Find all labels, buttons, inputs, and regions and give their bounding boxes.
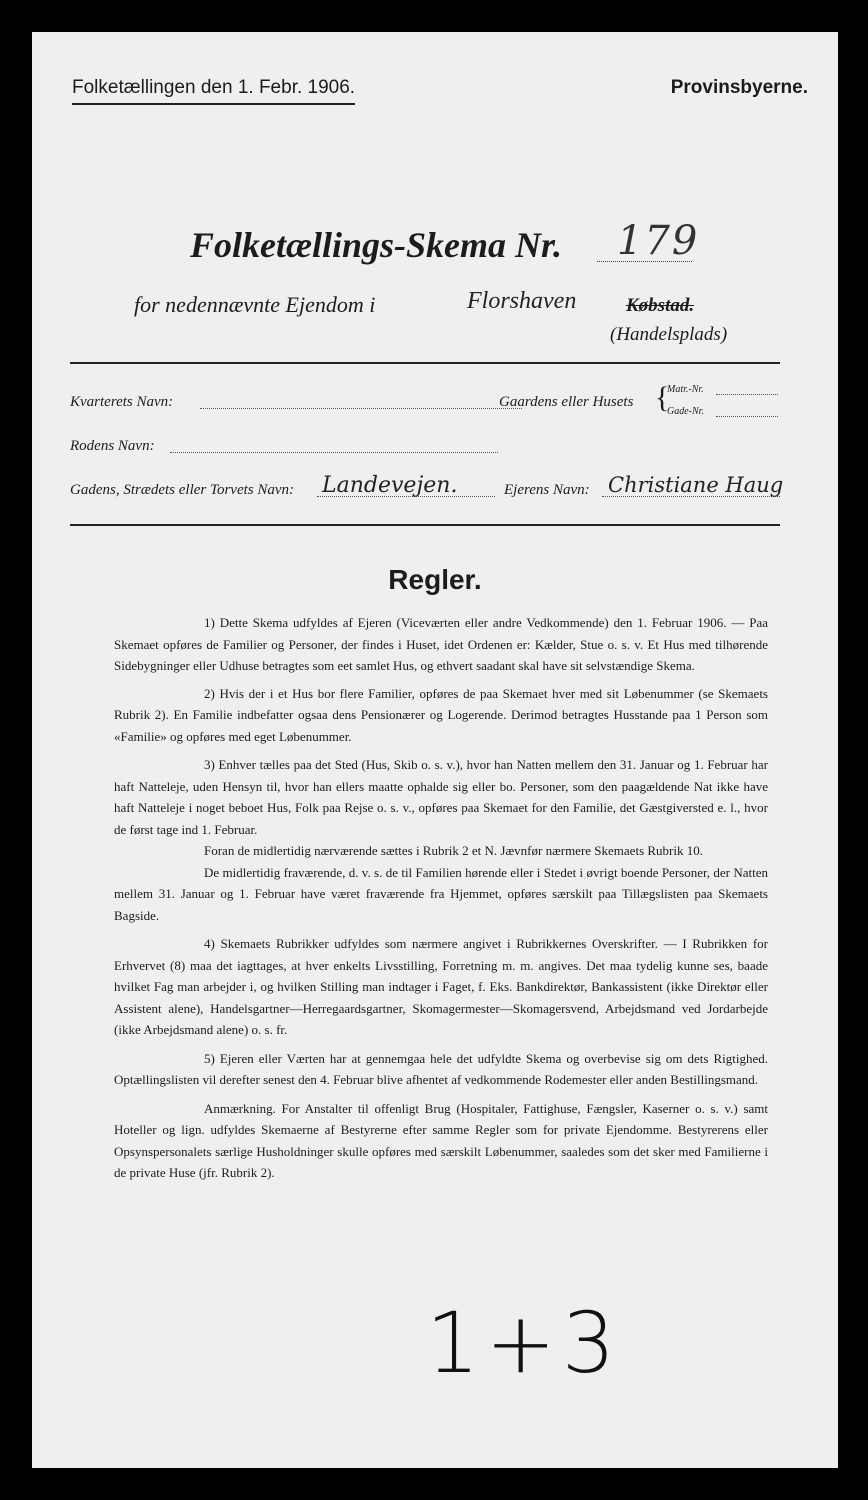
gade-nr-label: Gade-Nr.: [667, 406, 704, 417]
kvarter-field[interactable]: [200, 408, 522, 409]
rule-paragraph-2: 2) Hvis der i et Hus bor flere Familier, opføres de paa Skemaet hver med sit Løbenummer (se Skemaets Rubrik 2). En Familie indbefatter ogsaa dens Pensionærer og Logerende. Derimod betragtes Husstande paa 1 Person som «Familie» og opføres med eget Løbenummer.: [114, 685, 768, 744]
annotation-paragraph: Anmærkning. For Anstalter til offenligt Brug (Hospitaler, Fattighuse, Fængsler, Kaserner o. s. v.) samt Hoteller og lign. udfyldes Skemaerne af Bestyrerne efter samme Regler som for private Ejendomme. Bestyrerens eller Opsynspersonalets særlige Husholdninger skulle opføres med særskilt Løbenummer, saaledes som det sker med Familierne i de private Huse (jfr. Rubrik 2).: [114, 1100, 768, 1180]
census-form-page: [32, 32, 838, 1468]
property-prefix: for nedennævnte Ejendom i: [134, 292, 376, 317]
brace: {: [655, 381, 670, 414]
rule-paragraph-5: 5) Ejeren eller Værten har at gennemgaa hele det udfyldte Skema og overbevise sig om dets Rigtighed. Optællingslisten vil derefter senest den 4. Februar blive afhentet af vedkommende Rodemester eller anden Bestillingsmand.: [114, 1050, 768, 1087]
census-date-heading: Folketællingen den 1. Febr. 1906.: [72, 77, 355, 105]
region-heading: Provinsbyerne.: [670, 77, 808, 98]
rules-heading: Regler.: [388, 564, 482, 595]
handwritten-bottom-note: 1+3: [426, 1294, 622, 1392]
handwritten-street: Landevejen.: [322, 473, 458, 498]
form-title: Folketællings-Skema Nr.: [190, 225, 563, 265]
rode-label: Rodens Navn:: [70, 438, 155, 454]
rules-text: [114, 612, 768, 1191]
handwritten-form-number: 179: [617, 218, 700, 264]
kvarter-label: Kvarterets Navn:: [70, 394, 174, 410]
kobstad-struck: Købstad.: [626, 295, 695, 316]
rule-paragraph-3: 3) Enhver tælles paa det Sted (Hus, Skib o. s. v.), hvor han Natten mellem den 31. Januar og 1. Februar har haft Natteleje, uden Hensyn til, hvor han ellers maatte ophalde sig eller bo. Personer, som den paagældende Nat ikke have haft Natteleje i noget beboet Hus, Folk paa Rejse o. s. v., opføres paa Skemaet for den Familie, det Gæstgiversted e. l., hvor de først tage ind 1. Februar.: [114, 757, 768, 837]
handwritten-town-name: Florshaven: [467, 288, 577, 314]
divider-bottom: [70, 524, 780, 526]
matr-field[interactable]: [716, 394, 778, 395]
matr-label: Matr.-Nr.: [667, 384, 704, 395]
gade-nr-field[interactable]: [716, 416, 778, 417]
ejer-label: Ejerens Navn:: [504, 482, 590, 498]
divider-top: [70, 362, 780, 364]
rule-paragraph-4: 4) Skemaets Rubrikker udfyldes som nærmere angivet i Rubrikkernes Overskrifter. — I Rubrikken for Erhvervet (8) maa det iagttages, at hver enkelts Livsstilling, Forretning m. m. angives. Det maa tydelig kunne ses, baade hvilket Fag man arbejder i, og hvilken Stilling man indtager i Faget, f. Eks. Bankdirektør, Bankassistent (ikke Direktør eller Assistent alene), Handelsgartner—Herregaardsgartner, Skomagermester—Skomagersvend, Arbejdsmand ved Jordarbejde (ikke Arbejdsmand alene) o. s. fr.: [114, 936, 768, 1037]
gade-label: Gadens, Strædets eller Torvets Navn:: [70, 482, 295, 498]
gaard-label: Gaardens eller Husets: [499, 394, 634, 410]
rule-paragraph-3b: Foran de midlertidig nærværende sættes i Rubrik 2 et N. Jævnfør nærmere Skemaets Rubrik 10.: [204, 843, 703, 858]
handwritten-owner: Christiane Haug: [608, 473, 784, 497]
handelsplads-label: (Handelsplads): [610, 324, 728, 345]
rode-field[interactable]: [170, 452, 498, 453]
rule-paragraph-1: 1) Dette Skema udfyldes af Ejeren (Viceværten eller andre Vedkommende) den 1. Februar 1906. — Paa Skemaet opføres de Familier og Personer, der findes i Huset, idet Ordenen er: Kælder, Stue o. s. v. Et Hus med tilhørende Sidebygninger eller Udhuse betragtes som eet samlet Hus, og ethvert saadant skal have sit selvstændige Skema.: [114, 615, 768, 673]
rule-paragraph-3c: De midlertidig fraværende, d. v. s. de til Familien hørende eller i Stedet i øvrigt boende Personer, der Natten mellem 31. Januar og 1. Februar have været fraværende fra Hjemmet, opføres særskilt paa Tillægslisten paa Skemaets Bagside.: [114, 864, 768, 923]
